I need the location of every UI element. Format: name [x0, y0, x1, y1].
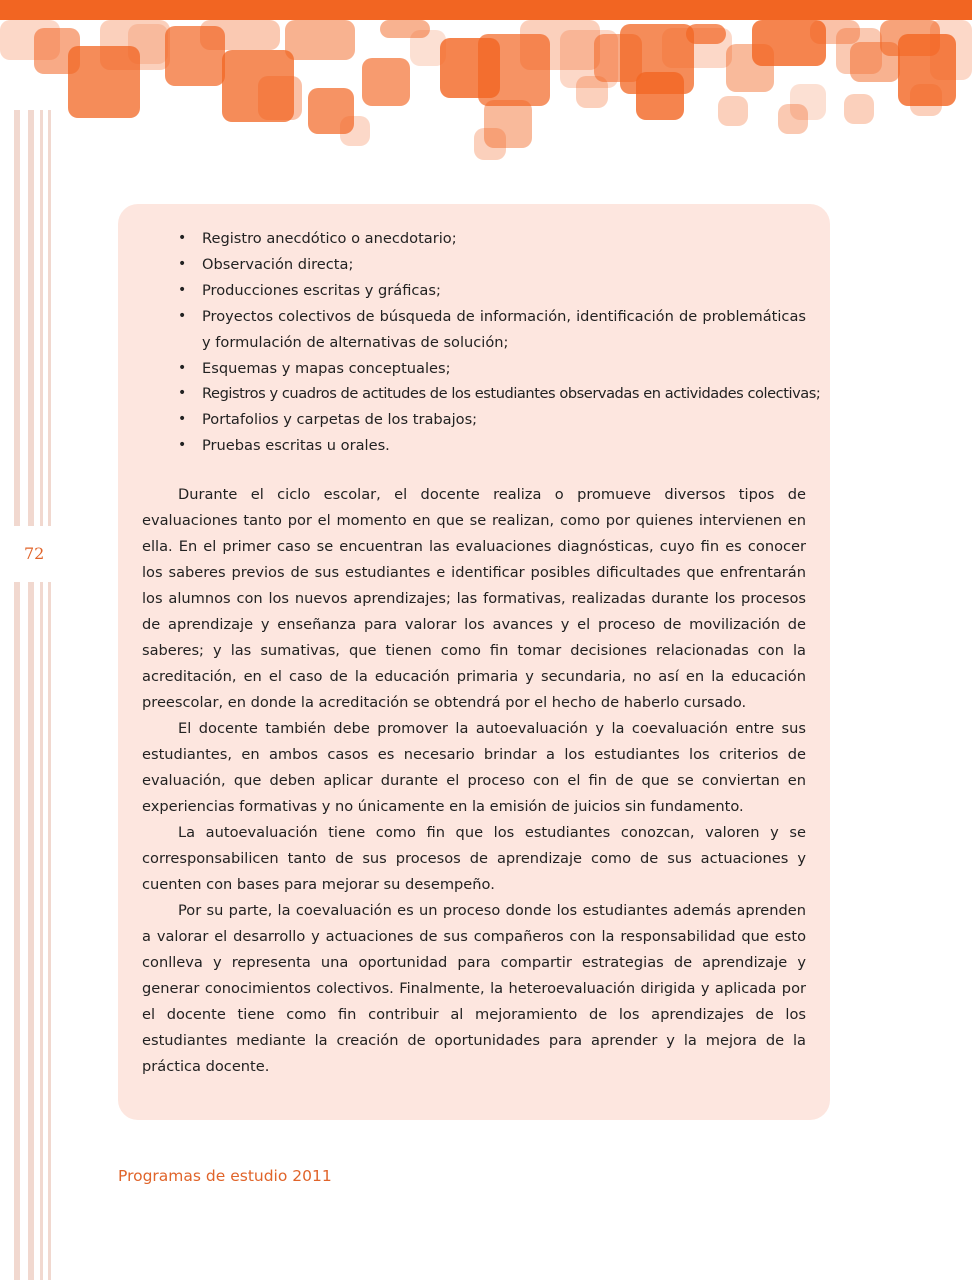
list-item: • Registro anecdótico o anecdotario;	[178, 226, 806, 252]
content-panel	[118, 204, 830, 1120]
paragraph: El docente también debe promover la autoevaluación y la coevaluación entre sus estudiantes, en ambos casos es necesario brindar a los estudiantes los criterios de evaluación, que deben aplicar durante el proceso con el fin de que se conviertan en experiencias formativas y no únicamente en la emisión de juicios sin fundamento.	[142, 720, 806, 815]
list-item: • Pruebas escritas u orales.	[178, 433, 806, 459]
evaluation-instruments-list	[178, 226, 821, 459]
decorative-square	[790, 84, 826, 120]
decorative-square	[128, 24, 168, 64]
list-item: • Proyectos colectivos de búsqueda de información, identificación de problemáticas y formulación de alternativas de solución;	[178, 304, 806, 356]
decorative-square	[340, 116, 370, 146]
decorative-square	[844, 94, 874, 124]
decorative-square	[285, 20, 355, 60]
decorative-square	[686, 24, 726, 44]
list-item: • Registros y cuadros de actitudes de los estudiantes observadas en actividades colectivas;	[178, 381, 806, 407]
left-decorative-stripes	[14, 110, 58, 1280]
decorative-square	[200, 20, 280, 50]
decorative-square	[930, 20, 972, 80]
body-text	[142, 482, 806, 1080]
decorative-square	[718, 96, 748, 126]
decorative-square	[362, 58, 410, 106]
decorative-square	[636, 72, 684, 120]
decorative-square	[910, 84, 942, 116]
list-item: • Portafolios y carpetas de los trabajos;	[178, 407, 806, 433]
decorative-square	[474, 128, 506, 160]
page-number: 72	[24, 544, 45, 563]
decorative-squares-banner	[0, 20, 972, 170]
paragraph: Durante el ciclo escolar, el docente realiza o promueve diversos tipos de evaluaciones tanto por el momento en que se realizan, como por quienes intervienen en ella. En el primer caso se encuentran las evaluaciones diagnósticas, cuyo fin es conocer los saberes previos de sus estudiantes e identificar posibles dificultades que enfrentarán los alumnos con los nuevos aprendizajes; las formativas, realizadas durante los procesos de aprendizaje y enseñanza para valorar los avances y el proceso de movilización de saberes; y las sumativas, que tienen como fin tomar decisiones relacionadas con la acreditación, en el caso de la educación primaria y secundaria, no así en la educación preescolar, en donde la acreditación se obtendrá por el hecho de haberlo cursado.	[142, 486, 806, 711]
paragraph: La autoevaluación tiene como fin que los estudiantes conozcan, valoren y se corresponsabilicen tanto de sus procesos de aprendizaje como de sus actuaciones y cuenten con bases para mejorar su desempeño.	[142, 824, 806, 893]
list-item: • Observación directa;	[178, 252, 806, 278]
paragraph: Por su parte, la coevaluación es un proceso donde los estudiantes además aprenden a valorar el desarrollo y actuaciones de sus compañeros con la responsabilidad que esto conlleva y representa una oportunidad para compartir estrategias de aprendizaje y generar conocimientos colectivos. Finalmente, la heteroevaluación dirigida y aplicada por el docente tiene como fin contribuir al mejoramiento de los aprendizajes de los estudiantes mediante la creación de oportunidades para aprender y la mejora de la práctica docente.	[142, 902, 806, 1075]
top-accent-bar	[0, 0, 972, 20]
footer-title: Programas de estudio 2011	[118, 1167, 332, 1185]
list-item: • Esquemas y mapas conceptuales;	[178, 356, 806, 382]
list-item: • Producciones escritas y gráficas;	[178, 278, 806, 304]
decorative-square	[258, 76, 302, 120]
